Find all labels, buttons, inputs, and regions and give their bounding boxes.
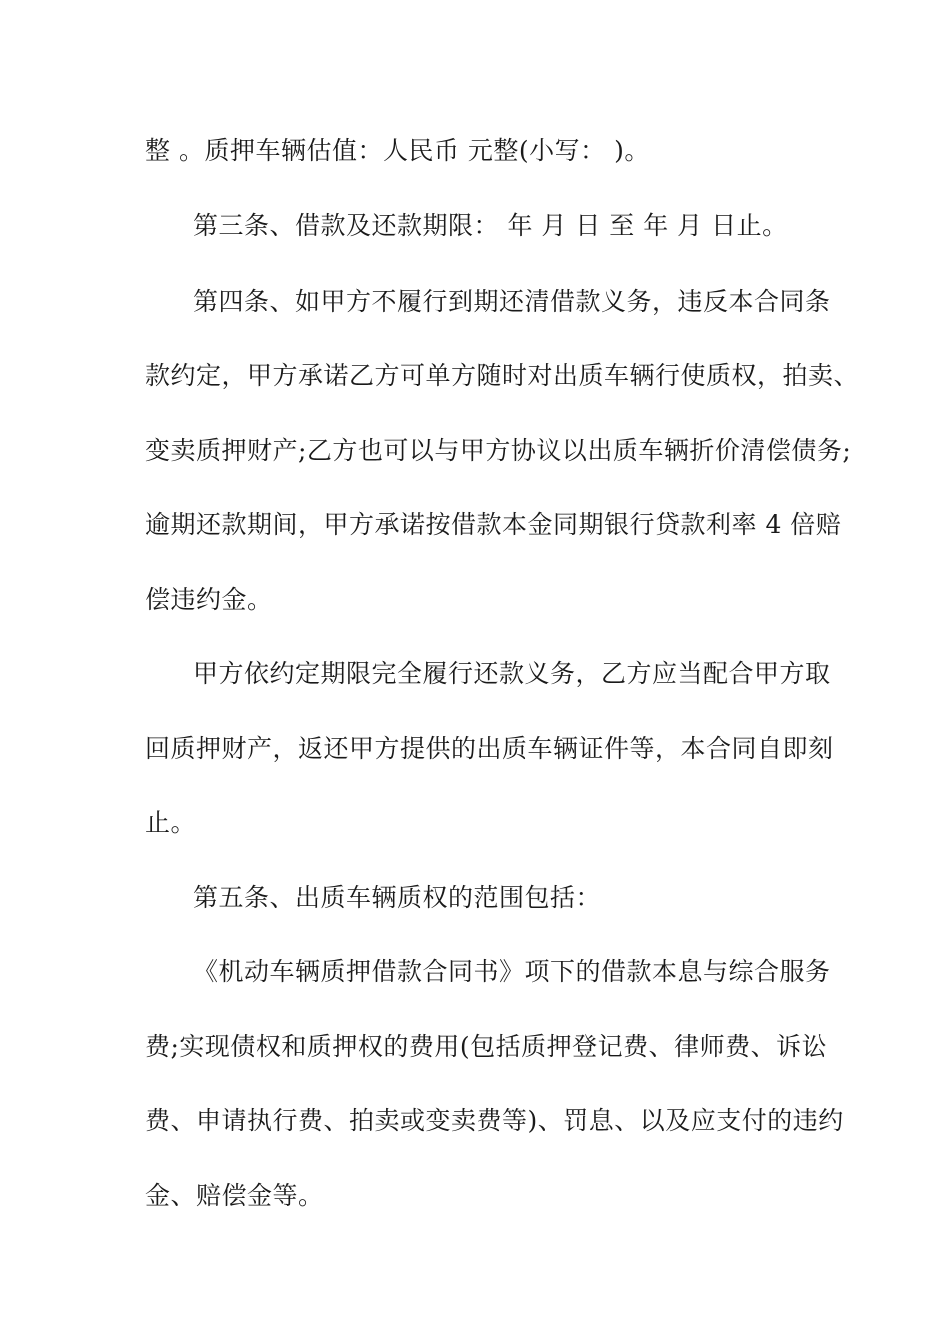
scope-line-4: 金、赔偿金等。: [145, 1181, 324, 1210]
article-4-line-2: 款约定，甲方承诺乙方可单方随时对出质车辆行使质权，拍卖、: [145, 361, 860, 390]
paragraph-repay-line-3: 止。: [145, 808, 197, 837]
scope-line-2: 费;实现债权和质押权的费用(包括质押登记费、律师费、诉讼: [145, 1032, 828, 1061]
text-line-1: 整 。质押车辆估值：人民币 元整(小写： )。: [145, 136, 650, 165]
article-3-line: 第三条、借款及还款期限： 年 月 日 至 年 月 日止。: [193, 211, 788, 240]
article-5-line: 第五条、出质车辆质权的范围包括：: [193, 883, 602, 912]
article-4-line-1: 第四条、如甲方不履行到期还清借款义务，违反本合同条: [193, 287, 831, 316]
scope-line-1: 《机动车辆质押借款合同书》项下的借款本息与综合服务: [193, 957, 831, 986]
article-4-line-4: 逾期还款期间，甲方承诺按借款本金同期银行贷款利率 4 倍赔: [145, 510, 842, 539]
scope-line-3: 费、申请执行费、拍卖或变卖费等)、罚息、以及应支付的违约: [145, 1106, 844, 1135]
paragraph-repay-line-2: 回质押财产，返还甲方提供的出质车辆证件等，本合同自即刻: [145, 734, 834, 763]
paragraph-repay-line-1: 甲方依约定期限完全履行还款义务，乙方应当配合甲方取: [193, 659, 831, 688]
article-4-line-3: 变卖质押财产;乙方也可以与甲方协议以出质车辆折价清偿债务;: [145, 436, 852, 465]
article-4-line-5: 偿违约金。: [145, 585, 273, 614]
